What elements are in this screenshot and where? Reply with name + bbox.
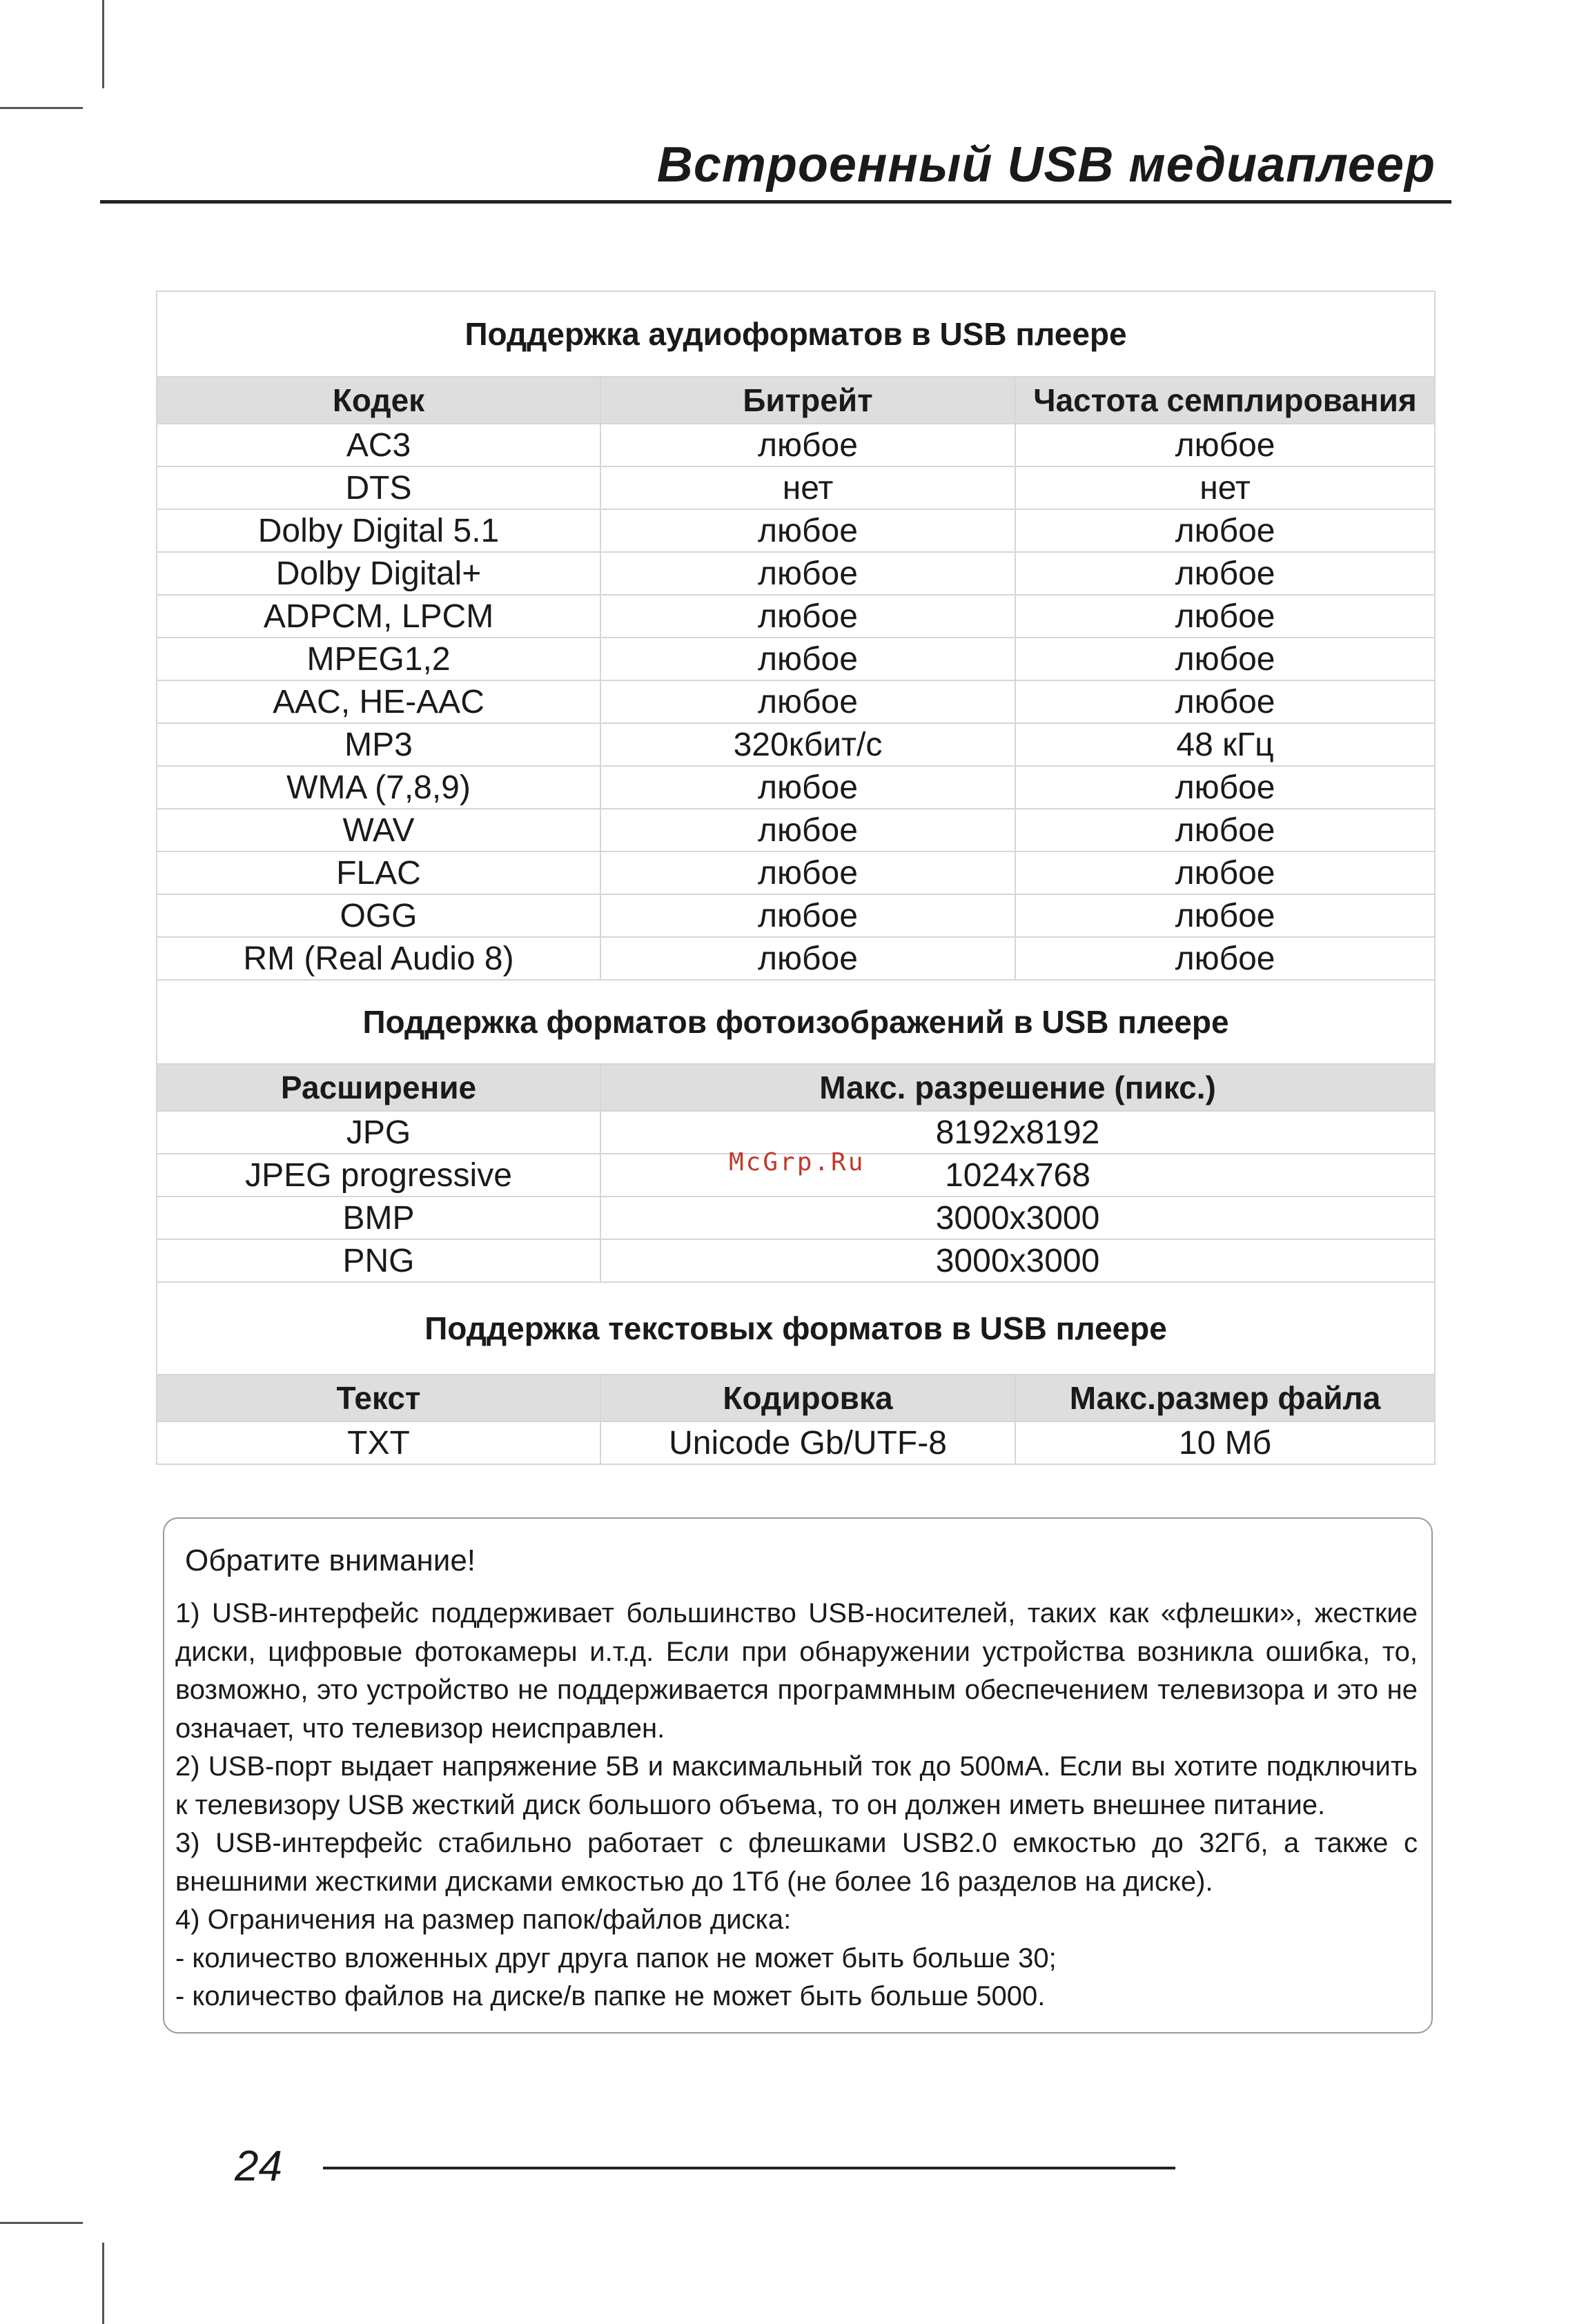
- crop-mark-top-horizontal: [0, 107, 83, 109]
- table-row: [157, 1197, 1435, 1239]
- codec-cell: WMA (7,8,9): [157, 766, 600, 809]
- column-header: Текст: [157, 1375, 600, 1421]
- sample-rate-cell: любое: [1015, 851, 1435, 894]
- resolution-cell: 3000x3000: [600, 1197, 1435, 1239]
- extension-cell: PNG: [157, 1239, 600, 1282]
- codec-cell: AAC, HE-AAC: [157, 680, 600, 723]
- codec-cell: Dolby Digital+: [157, 552, 600, 595]
- notice-paragraph: - количество вложенных друг друга папок не может быть больше 30;: [175, 1942, 1057, 1973]
- bitrate-cell: любое: [600, 509, 1015, 552]
- text-header-row: [157, 1375, 1435, 1421]
- column-header: Макс. разрешение (пикс.): [600, 1064, 1435, 1111]
- column-header: Расширение: [157, 1064, 600, 1111]
- audio-section-title: Поддержка аудиоформатов в USB плеере: [157, 291, 1435, 377]
- codec-cell: WAV: [157, 809, 600, 851]
- table-row: [157, 1239, 1435, 1282]
- sample-rate-cell: любое: [1015, 552, 1435, 595]
- notice-paragraph: 4) Ограничения на размер папок/файлов диска:: [175, 1904, 792, 1935]
- crop-mark-top-vertical: [102, 0, 104, 88]
- notice-paragraph: 3) USB-интерфейс стабильно работает с флешками USB2.0 емкостью до 32Гб, а также с внешними жесткими дисками емкостью до 1Тб (не более 16 разделов на диске).: [175, 1828, 1418, 1897]
- table-row: [157, 723, 1435, 766]
- encoding-cell: Unicode Gb/UTF-8: [600, 1421, 1015, 1464]
- sample-rate-cell: любое: [1015, 595, 1435, 638]
- sample-rate-cell: любое: [1015, 638, 1435, 680]
- header-rule: [100, 200, 1451, 204]
- codec-cell: AC3: [157, 424, 600, 466]
- codec-cell: Dolby Digital 5.1: [157, 509, 600, 552]
- notice-paragraph: - количество файлов на диске/в папке не может быть больше 5000.: [175, 1981, 1046, 2011]
- sample-rate-cell: любое: [1015, 680, 1435, 723]
- sample-rate-cell: любое: [1015, 766, 1435, 809]
- column-header: Кодировка: [600, 1375, 1015, 1421]
- column-header: Битрейт: [600, 377, 1015, 424]
- crop-mark-bottom-vertical: [102, 2243, 104, 2324]
- resolution-cell: 8192x8192: [600, 1111, 1435, 1154]
- bitrate-cell: любое: [600, 894, 1015, 937]
- watermark: McGrp.Ru: [729, 1148, 865, 1176]
- column-header: Макс.размер файла: [1015, 1375, 1435, 1421]
- sample-rate-cell: любое: [1015, 937, 1435, 980]
- notice-paragraph: 2) USB-порт выдает напряжение 5В и максимальный ток до 500мА. Если вы хотите подключить к телевизору USB жесткий диск большого объема, то он должен иметь внешнее питание.: [175, 1751, 1418, 1820]
- page-number: 24: [235, 2143, 282, 2190]
- bitrate-cell: любое: [600, 552, 1015, 595]
- bitrate-cell: любое: [600, 937, 1015, 980]
- column-header: Частота семплирования: [1015, 377, 1435, 424]
- page-title: Встроенный USB медиаплеер: [656, 137, 1436, 193]
- bitrate-cell: любое: [600, 595, 1015, 638]
- codec-cell: OGG: [157, 894, 600, 937]
- sample-rate-cell: любое: [1015, 424, 1435, 466]
- column-header: Кодек: [157, 377, 600, 424]
- sample-rate-cell: любое: [1015, 509, 1435, 552]
- table-row: [157, 1111, 1435, 1154]
- bitrate-cell: любое: [600, 680, 1015, 723]
- bitrate-cell: 320кбит/с: [600, 723, 1015, 766]
- codec-cell: ADPCM, LPCM: [157, 595, 600, 638]
- notice-paragraph: 1) USB-интерфейс поддерживает большинство USB-носителей, таких как «флешки», жесткие диски, цифровые фотокамеры и.т.д. Если при обнаружении устройства возникла ошибка, то, возможно, это устройство не поддерживается программным обеспечением телевизора и это не означает, что телевизор неисправлен.: [175, 1598, 1418, 1744]
- table-row: [157, 851, 1435, 894]
- bitrate-cell: любое: [600, 851, 1015, 894]
- extension-cell: BMP: [157, 1197, 600, 1239]
- bitrate-cell: любое: [600, 809, 1015, 851]
- extension-cell: JPG: [157, 1111, 600, 1154]
- codec-cell: DTS: [157, 466, 600, 509]
- extension-cell: JPEG progressive: [157, 1154, 600, 1197]
- table-row: [157, 466, 1435, 509]
- codec-cell: MPEG1,2: [157, 638, 600, 680]
- text-type-cell: TXT: [157, 1421, 600, 1464]
- photo-section-title-row: [157, 980, 1435, 1064]
- sample-rate-cell: любое: [1015, 809, 1435, 851]
- resolution-cell: 1024x768: [600, 1154, 1435, 1197]
- table-row: [157, 766, 1435, 809]
- footer-rule: [323, 2167, 1175, 2169]
- table-row: [157, 1421, 1435, 1464]
- notice-box: [163, 1517, 1433, 2034]
- table-row: [157, 552, 1435, 595]
- table-row: [157, 809, 1435, 851]
- formats-table: [156, 290, 1436, 1465]
- table-row: [157, 595, 1435, 638]
- table-row: [157, 937, 1435, 980]
- text-section-title-row: [157, 1282, 1435, 1375]
- text-section-title: Поддержка текстовых форматов в USB плеере: [157, 1282, 1435, 1375]
- resolution-cell: 3000x3000: [600, 1239, 1435, 1282]
- codec-cell: FLAC: [157, 851, 600, 894]
- bitrate-cell: любое: [600, 638, 1015, 680]
- sample-rate-cell: любое: [1015, 894, 1435, 937]
- codec-cell: RM (Real Audio 8): [157, 937, 600, 980]
- table-row: [157, 680, 1435, 723]
- codec-cell: MP3: [157, 723, 600, 766]
- max-size-cell: 10 Мб: [1015, 1421, 1435, 1464]
- crop-mark-bottom-horizontal: [0, 2222, 83, 2224]
- bitrate-cell: любое: [600, 424, 1015, 466]
- table-row: [157, 638, 1435, 680]
- table-row: [157, 424, 1435, 466]
- bitrate-cell: нет: [600, 466, 1015, 509]
- sample-rate-cell: 48 кГц: [1015, 723, 1435, 766]
- table-row: [157, 509, 1435, 552]
- photo-header-row: [157, 1064, 1435, 1111]
- notice-body: [175, 1595, 1418, 2016]
- audio-header-row: [157, 377, 1435, 424]
- photo-section-title: Поддержка форматов фотоизображений в USB плеере: [157, 980, 1435, 1064]
- bitrate-cell: любое: [600, 766, 1015, 809]
- notice-title: Обратите внимание!: [185, 1544, 476, 1577]
- table-row: [157, 894, 1435, 937]
- sample-rate-cell: нет: [1015, 466, 1435, 509]
- audio-section-title-row: [157, 291, 1435, 377]
